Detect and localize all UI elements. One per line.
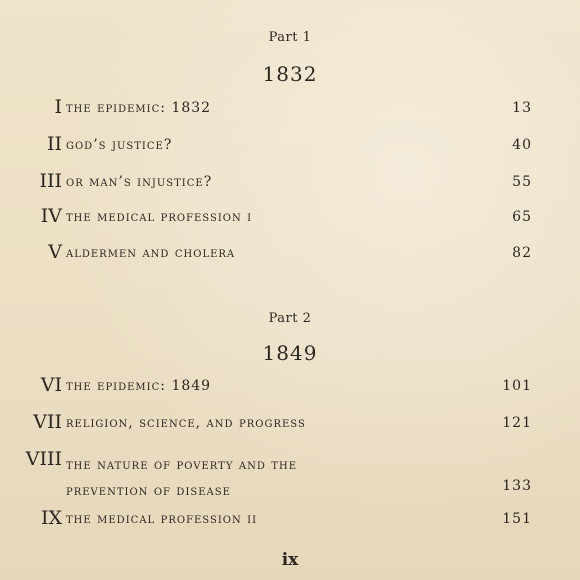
chapter-number: V bbox=[48, 241, 62, 263]
chapter-title: the medical profession ii bbox=[66, 511, 258, 527]
chapter-title: god’s justice? bbox=[66, 137, 173, 153]
chapter-number: VIII bbox=[25, 448, 62, 470]
chapter-number: I bbox=[54, 96, 62, 118]
part-1-label: Part 1 bbox=[268, 30, 312, 45]
chapter-page: 101 bbox=[502, 378, 532, 394]
page-number-footer: ix bbox=[281, 550, 299, 570]
chapter-page: 121 bbox=[502, 415, 532, 431]
chapter-title: religion, science, and progress bbox=[66, 415, 306, 431]
chapter-title: the medical profession i bbox=[66, 209, 253, 225]
chapter-page: 133 bbox=[502, 478, 532, 494]
chapter-page: 151 bbox=[502, 511, 532, 527]
chapter-number: II bbox=[46, 133, 62, 155]
chapter-number: VI bbox=[40, 374, 62, 396]
part-2-label: Part 2 bbox=[268, 311, 312, 326]
part-2-year: 1849 bbox=[262, 341, 318, 365]
chapter-title: aldermen and cholera bbox=[66, 245, 236, 261]
chapter-page: 55 bbox=[512, 174, 532, 190]
chapter-page: 13 bbox=[512, 100, 532, 116]
chapter-number: VII bbox=[33, 411, 62, 433]
chapter-number: IX bbox=[40, 507, 62, 529]
chapter-number: III bbox=[39, 170, 62, 192]
chapter-page: 65 bbox=[512, 209, 532, 225]
chapter-title: the epidemic: 1832 bbox=[66, 100, 212, 116]
chapter-title: the epidemic: 1849 bbox=[66, 378, 212, 394]
chapter-title: the nature of poverty and the prevention of disease bbox=[66, 457, 298, 499]
chapter-page: 82 bbox=[512, 245, 532, 261]
part-1-year: 1832 bbox=[262, 62, 318, 86]
chapter-page: 40 bbox=[512, 137, 532, 153]
chapter-title: or man’s injustice? bbox=[66, 174, 213, 190]
chapter-number: IV bbox=[40, 205, 62, 227]
